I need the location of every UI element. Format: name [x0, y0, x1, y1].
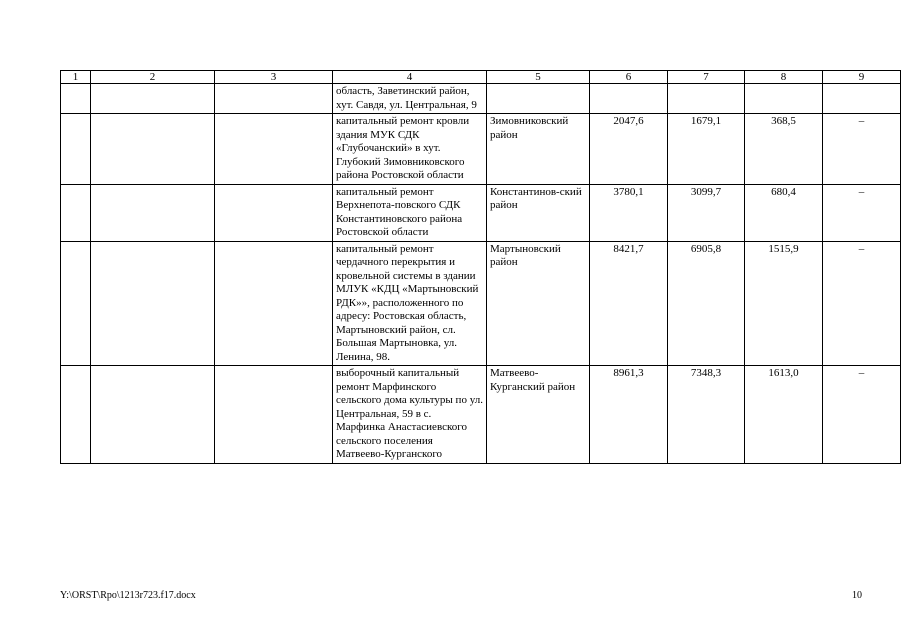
table-cell: [61, 114, 91, 185]
amount-cell: –: [823, 114, 901, 185]
column-header: 9: [823, 71, 901, 84]
amount-cell: [745, 84, 823, 114]
page-number: 10: [852, 590, 862, 601]
column-header: 5: [487, 71, 590, 84]
amount-cell: 3780,1: [590, 184, 668, 241]
object-description-cell: капитальный ремонт чердачного перекрытия и кровельной системы в здании МЛУК «КДЦ «Мартыновский РДК»», расположенного по адресу: Ростовская область, Мартыновский район, сл. Большая Мартыновка, ул. Ленина, 98.: [333, 241, 487, 366]
amount-cell: 6905,8: [668, 241, 745, 366]
object-description-cell: область, Заветинский район, хут. Савдя, ул. Центральная, 9: [333, 84, 487, 114]
table-cell: [91, 241, 215, 366]
table-cell: [91, 184, 215, 241]
table-cell: [91, 366, 215, 464]
column-header: 8: [745, 71, 823, 84]
amount-cell: 3099,7: [668, 184, 745, 241]
table-row: [61, 184, 901, 241]
table-cell: [61, 84, 91, 114]
table-row: [61, 84, 901, 114]
table-cell: [61, 366, 91, 464]
amount-cell: [823, 84, 901, 114]
column-header: 6: [590, 71, 668, 84]
table-cell: [215, 84, 333, 114]
column-header: 1: [61, 71, 91, 84]
object-description-cell: выборочный капитальный ремонт Марфинского сельского дома культуры по ул. Центральная, 59 в с. Марфинка Анастасиевского сельского поселения Матвеево-Курганского: [333, 366, 487, 464]
amount-cell: 8961,3: [590, 366, 668, 464]
column-header: 7: [668, 71, 745, 84]
amount-cell: 680,4: [745, 184, 823, 241]
file-path: Y:\ORST\Rpo\1213r723.f17.docx: [60, 590, 196, 601]
amount-cell: 8421,7: [590, 241, 668, 366]
district-cell: Матвеево-Курганский район: [487, 366, 590, 464]
amount-cell: 2047,6: [590, 114, 668, 185]
amount-cell: [590, 84, 668, 114]
district-cell: Зимовниковский район: [487, 114, 590, 185]
table-row: [61, 241, 901, 366]
amount-cell: –: [823, 241, 901, 366]
table-cell: [215, 114, 333, 185]
amount-cell: 368,5: [745, 114, 823, 185]
object-description-cell: капитальный ремонт кровли здания МУК СДК «Глубочанский» в хут. Глубокий Зимовниковского района Ростовской области: [333, 114, 487, 185]
district-cell: Мартыновский район: [487, 241, 590, 366]
header-row: [61, 71, 901, 84]
table-cell: [215, 241, 333, 366]
amount-cell: 7348,3: [668, 366, 745, 464]
table-cell: [91, 114, 215, 185]
amount-cell: –: [823, 184, 901, 241]
column-header: 4: [333, 71, 487, 84]
table-row: [61, 114, 901, 185]
column-header: 2: [91, 71, 215, 84]
amount-cell: [668, 84, 745, 114]
amount-cell: 1515,9: [745, 241, 823, 366]
amount-cell: 1679,1: [668, 114, 745, 185]
table-row: [61, 366, 901, 464]
object-description-cell: капитальный ремонт Верхнепота-повского СДК Константиновского района Ростовской области: [333, 184, 487, 241]
amount-cell: –: [823, 366, 901, 464]
data-table: [60, 70, 901, 464]
amount-cell: 1613,0: [745, 366, 823, 464]
table-cell: [61, 241, 91, 366]
column-header: 3: [215, 71, 333, 84]
district-cell: [487, 84, 590, 114]
district-cell: Константинов-ский район: [487, 184, 590, 241]
table-cell: [215, 184, 333, 241]
table-cell: [91, 84, 215, 114]
table-cell: [61, 184, 91, 241]
table-cell: [215, 366, 333, 464]
